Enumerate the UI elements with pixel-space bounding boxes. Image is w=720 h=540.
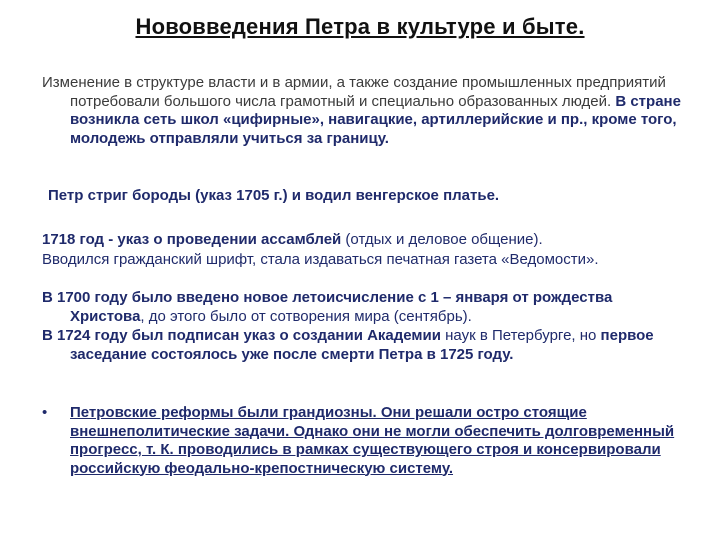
paragraph-assemblies: [42, 231, 682, 250]
paragraph-education-part-1: Изменение в структуре власти и в армии, а также создание промышленных предприятий потребовали большого числа грамотный и специально образованных людей.: [42, 74, 666, 110]
paragraph-font-newspaper-text: Вводился гражданский шрифт, стала издаваться печатная газета «Ведомости».: [42, 251, 599, 268]
bullet-conclusion-text: Петровские реформы были грандиозны. Они решали остро стоящие внешнеполитические задачи. Однако они не могли обеспечить долговременный прогресс, т. К. проводились в рамках существующего строя и консервировали российскую феодально-крепостническую систему.: [70, 404, 675, 477]
paragraph-beards: Петр стриг бороды (указ 1705 г.) и водил венгерское платье.: [48, 187, 500, 204]
slide-title: Нововведения Петра в культуре и быте.: [135, 14, 585, 39]
paragraph-calendar-part-2: , до этого было от сотворения мира (сентябрь).: [140, 307, 472, 325]
paragraph-academy-part-3: первое заседание состоялось уже после смерти Петра в 1725 году.: [70, 327, 654, 363]
paragraph-calendar-part-1: В 1700 году было введено новое летоисчисление с 1 – января от рождества Христова: [42, 289, 613, 325]
paragraph-assemblies-part-1: 1718 год - указ о проведении ассамблей: [42, 231, 342, 248]
paragraph-education: [42, 74, 702, 148]
paragraph-education-part-2: В стране возникла сеть школ «цифирные», навигацкие, артиллерийские и пр., кроме того, молодежь отправляли учиться за границу.: [70, 92, 681, 147]
paragraph-academy: [42, 327, 682, 364]
paragraph-calendar: [42, 289, 682, 326]
bullet-icon: •: [42, 404, 48, 421]
paragraph-academy-part-2: наук в Петербурге, но: [440, 327, 601, 344]
paragraph-academy-part-1: В 1724 году был подписан указ о создании Академии: [42, 327, 441, 344]
paragraph-font-newspaper: [42, 251, 682, 270]
paragraph-assemblies-part-2: (отдых и деловое общение).: [341, 231, 543, 248]
